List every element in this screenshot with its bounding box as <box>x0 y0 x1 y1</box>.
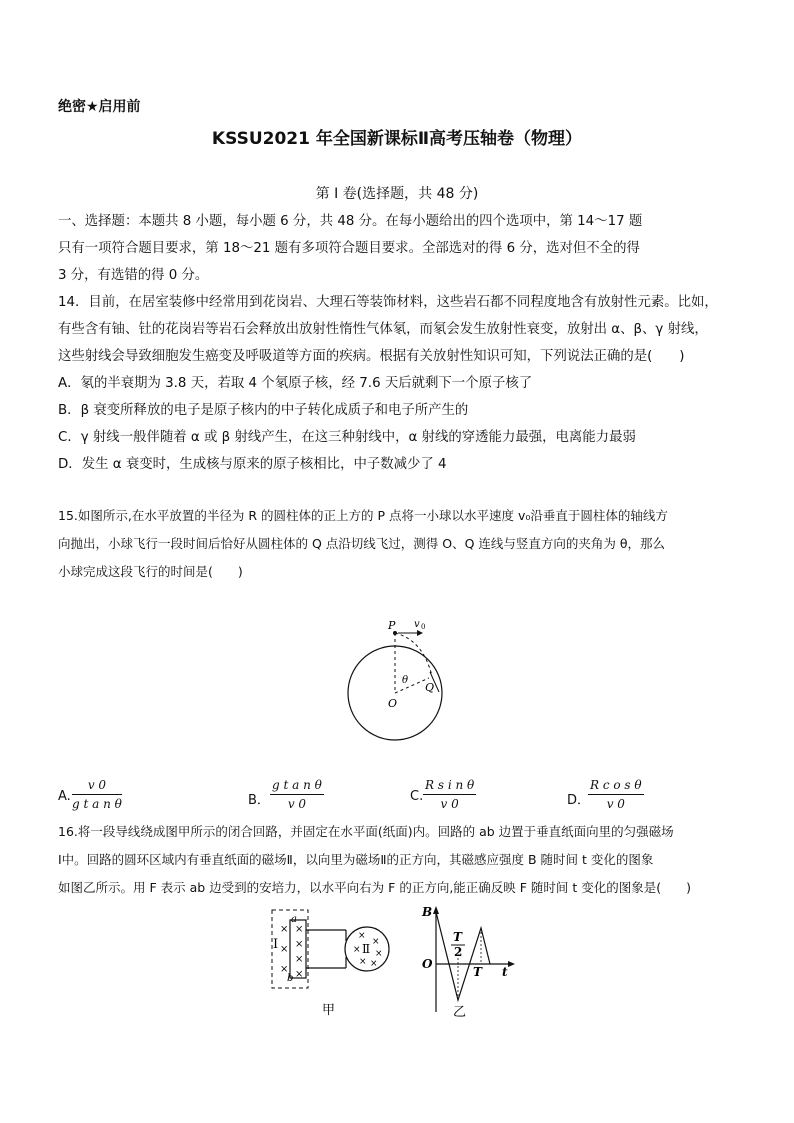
label-o: O <box>388 697 398 710</box>
svg-text:×: × <box>295 939 304 950</box>
q14-option-a: A．氡的半衰期为 3.8 天，若取 4 个氡原子核，经 7.6 天后就剩下一个原子核了 <box>58 376 533 391</box>
svg-text:×: × <box>295 969 304 980</box>
caption-yi: 乙 <box>453 1005 467 1020</box>
q15-option-b-den: v 0 <box>287 797 307 811</box>
q14-stem-1: 14．目前，在居室装修中经常用到花岗岩、大理石等装饰材料，这些岩石都不同程度地含有放射性元素。比如， <box>58 295 718 310</box>
oq-dashed-line <box>395 678 429 693</box>
q14-option-b: B．β 衰变所释放的电子是原子核内的中子转化成质子和电子所产生的 <box>58 403 469 418</box>
q15-option-c-label: C. <box>410 789 424 804</box>
q15-option-a-den: g t a n θ <box>72 797 122 811</box>
q14-option-c: C．γ 射线一般伴随着 α 或 β 射线产生，在这三种射线中，α 射线的穿透能力最强，电离能力最弱 <box>58 430 636 445</box>
svg-text:×: × <box>372 937 380 947</box>
part-title: 第 I 卷(选择题，共 48 分) <box>315 186 479 202</box>
label-theta: θ <box>402 675 409 686</box>
q15-option-a-fraction <box>72 778 122 811</box>
label-v0-sub: 0 <box>421 623 426 631</box>
label-t-half-num: T <box>453 930 462 944</box>
q15-stem-2: 向抛出，小球飞行一段时间后恰好从圆柱体的 Q 点沿切线飞过，测得 O、Q 连线与竖直方向的夹角为 θ，那么 <box>58 536 666 551</box>
svg-text:×: × <box>295 924 304 935</box>
q15-option-d-num: R c o s θ <box>588 778 644 795</box>
svg-text:×: × <box>295 954 304 965</box>
q15-stem-1: 15.如图所示,在水平放置的半径为 R 的圆柱体的正上方的 P 点将一小球以水平速度 v₀沿垂直于圆柱体的轴线方 <box>58 508 668 523</box>
svg-text:×: × <box>358 931 366 941</box>
label-q: Q <box>425 681 435 694</box>
svg-text:×: × <box>359 957 367 967</box>
q15-option-d-fraction <box>588 778 644 811</box>
svg-text:×: × <box>280 924 289 935</box>
svg-text:×: × <box>280 964 289 975</box>
q15-option-c-fraction <box>423 778 476 811</box>
q16-figure-jia <box>264 908 414 1020</box>
q15-option-b-label: B． <box>248 793 270 808</box>
svg-text:×: × <box>353 945 361 955</box>
q16-stem-2: Ⅰ中。回路的圆环区域内有垂直纸面的磁场Ⅱ，以向里为磁场Ⅱ的正方向，其磁感应强度 B 随时间 t 变化的图象 <box>58 852 654 867</box>
label-b: b <box>287 973 294 984</box>
label-origin: O <box>422 957 433 971</box>
label-region-one: Ⅰ <box>273 937 279 952</box>
svg-text:×: × <box>370 959 378 969</box>
instruction-line-3: 3 分，有选错的得 0 分。 <box>58 268 209 283</box>
q15-option-b-num: g t a n θ <box>270 778 324 795</box>
q15-option-d-label: D． <box>567 793 591 808</box>
q14-stem-2: 有些含有铀、钍的花岗岩等岩石会释放出放射性惰性气体氡，而氡会发生放射性衰变，放射出 α、β、γ 射线， <box>58 322 708 337</box>
label-t-axis: t <box>502 965 508 979</box>
q15-option-c-num: R s i n θ <box>423 778 476 795</box>
label-region-two: Ⅱ <box>362 942 371 956</box>
label-v0: v <box>414 619 420 630</box>
label-b-axis: B <box>422 905 433 919</box>
instruction-line-2: 只有一项符合题目要求，第 18～21 题有多项符合题目要求。全部选对的得 6 分，选对但不全的得 <box>58 241 640 256</box>
q15-stem-3: 小球完成这段飞行的时间是( ) <box>58 564 243 579</box>
caption-jia: 甲 <box>322 1003 336 1018</box>
label-period-t: T <box>473 965 482 979</box>
q14-option-d: D．发生 α 衰变时，生成核与原来的原子核相比，中子数减少了 4 <box>58 457 447 472</box>
q16-stem-1: 16.将一段导线绕成图甲所示的闭合回路，并固定在水平面(纸面)内。回路的 ab 边置于垂直纸面向里的匀强磁场 <box>58 824 674 839</box>
q16-stem-3: 如图乙所示。用 F 表示 ab 边受到的安培力，以水平向右为 F 的正方向,能正确反映 F 随时间 t 变化的图象是( ) <box>58 880 692 895</box>
q15-option-d-den: v 0 <box>606 797 625 811</box>
svg-text:×: × <box>280 944 289 955</box>
label-p: P <box>388 619 396 632</box>
b-curve <box>436 912 490 1000</box>
q15-option-a-num: v 0 <box>72 778 122 795</box>
q16-figure-yi <box>418 900 518 1020</box>
trajectory-path <box>395 633 432 676</box>
instruction-line-1: 一、选择题：本题共 8 小题，每小题 6 分，共 48 分。在每小题给出的四个选项中，第 14～17 题 <box>58 214 643 229</box>
secret-label: 绝密★启用前 <box>58 99 141 115</box>
svg-text:×: × <box>375 949 383 959</box>
label-a: a <box>291 914 297 925</box>
q15-option-a-label: A. <box>58 789 71 804</box>
q15-figure <box>335 612 455 747</box>
exam-title: KSSU2021 年全国新课标Ⅱ高考压轴卷（物理） <box>211 129 583 149</box>
q15-option-c-den: v 0 <box>440 797 459 811</box>
q15-option-b-fraction <box>270 778 324 811</box>
q14-stem-3: 这些射线会导致细胞发生癌变及呼吸道等方面的疾病。根据有关放射性知识可知，下列说法正确的是( ) <box>58 349 685 364</box>
label-t-half-den: 2 <box>454 945 463 959</box>
